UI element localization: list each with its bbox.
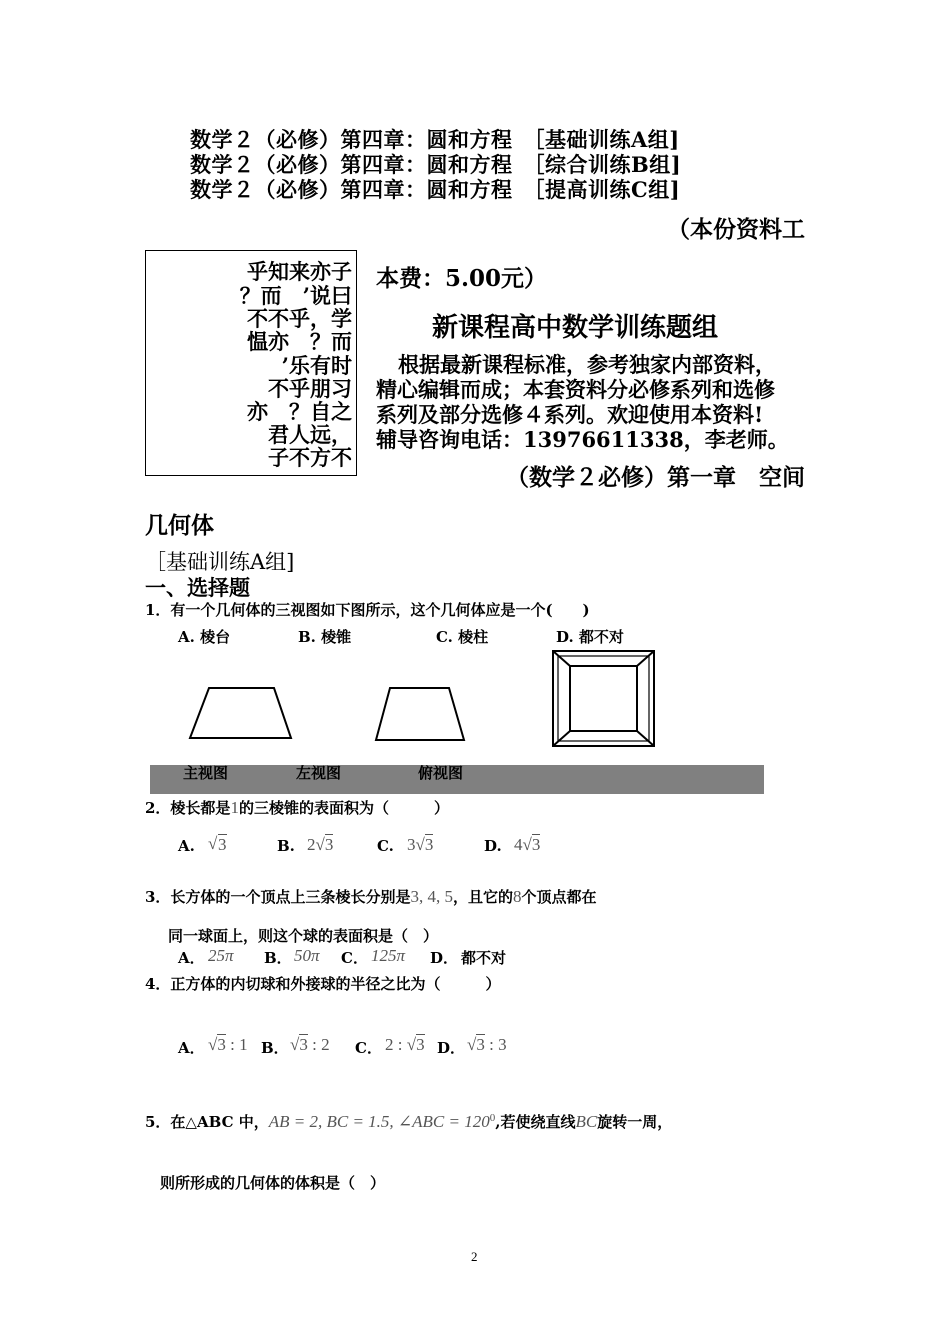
q5-math: AB = 2, BC = 1.5, ∠ABC = 120	[268, 1112, 490, 1131]
poem-line: 不乎朋习	[268, 376, 352, 401]
question-5-line-1	[145, 1111, 672, 1132]
q5-degree-sup: 0	[489, 1112, 496, 1124]
q3-line1-pre: 3．长方体的一个顶点上三条棱长分别是	[145, 888, 411, 906]
q3-vertex-count: 8	[512, 887, 522, 906]
q1-option-c: C. 棱柱	[436, 628, 489, 646]
q2-label-d: D.	[484, 837, 502, 855]
q3-line1-post: 个顶点都在	[521, 888, 597, 906]
q2-label-a: A.	[178, 837, 195, 855]
q3-label-c: C．	[341, 949, 368, 967]
q3-label-d: D．	[430, 949, 459, 967]
q2-value-c: 3√3	[407, 835, 434, 854]
q3-value-b: 50π	[294, 946, 320, 965]
side-view-label: 左视图	[296, 764, 342, 782]
q3-value-a: 25π	[208, 946, 234, 965]
intro-line-1: 根据最新课程标准，参考独家内部资料，	[398, 352, 776, 377]
q1-option-b: B. 棱锥	[298, 628, 352, 646]
question-4-stem: 4．正方体的内切球和外接球的半径之比为（ ）	[145, 975, 501, 993]
top-view-label: 俯视图	[418, 764, 464, 782]
q2-stem-post: 的三棱锥的表面积为（ ）	[238, 799, 449, 817]
question-3-line-2: 同一球面上，则这个球的表面积是（ ）	[168, 927, 439, 945]
fee-line-part1: （本份资料工	[667, 216, 805, 243]
intro-line-3: 系列及部分选修４系列。欢迎使用本资料!	[376, 402, 764, 427]
poem-line: 不不乎，学	[247, 306, 352, 331]
toc-line-2: 数学２（必修）第四章：圆和方程 ［综合训练B组]	[190, 152, 682, 177]
q5-mid: ,若使绕直线	[495, 1113, 576, 1131]
q5-pre: 5．在△ABC 中，	[145, 1113, 269, 1131]
group-label: ［基础训练A组]	[145, 550, 295, 574]
q4-value-d: √3 : 3	[467, 1035, 507, 1054]
section-title: 一、选择题	[145, 575, 250, 600]
q4-value-c: 2 : √3	[385, 1035, 425, 1054]
q3-line1-mid: ，且它的	[452, 888, 513, 906]
question-1-stem: 1．有一个几何体的三视图如下图所示，这个几何体应是一个( )	[145, 601, 590, 619]
q2-value-a: 3 √	[208, 834, 227, 854]
side-view-trapezoid	[376, 688, 464, 740]
front-view-label: 主视图	[183, 764, 229, 782]
q4-label-c: C．	[355, 1039, 382, 1057]
q2-label-b: B.	[277, 837, 295, 855]
q3-label-a: A．	[178, 949, 205, 967]
q1-option-d: D. 都不对	[556, 628, 624, 646]
question-3-line-1	[145, 886, 596, 907]
q2-value-b: 2√3	[307, 835, 334, 854]
page-number: 2	[471, 1249, 478, 1264]
intro-line-2: 精心编辑而成；本套资料分必修系列和选修	[376, 377, 775, 402]
q1-option-a: A. 棱台	[178, 628, 231, 646]
chapter-heading-part2: 几何体	[145, 512, 214, 539]
question-2-stem	[145, 797, 449, 818]
intro-line-4: 辅导咨询电话：13976611338，李老师。	[376, 427, 789, 452]
q4-label-b: B．	[261, 1039, 289, 1057]
poem-line: 乎知来亦子	[247, 259, 352, 284]
q5-bc: BC	[575, 1112, 598, 1131]
q3-value-d: 都不对	[461, 949, 507, 967]
q4-label-a: A．	[178, 1039, 205, 1057]
poem-line: 子不方不	[268, 445, 352, 470]
q4-label-d: D．	[437, 1039, 466, 1057]
q3-edge-lengths: 3, 4, 5	[410, 887, 453, 906]
q4-value-a: √3 : 1	[208, 1035, 248, 1054]
q2-label-c: C.	[377, 837, 394, 855]
top-view-frustum	[553, 651, 654, 746]
question-5-line-2: 则所形成的几何体的体积是（ ）	[160, 1174, 386, 1192]
chapter-heading-part1: （数学２必修）第一章 空间	[506, 464, 805, 491]
poem-line: 愠亦 ？而	[247, 329, 352, 354]
front-view-trapezoid	[190, 688, 291, 738]
q3-value-c: 125π	[371, 946, 406, 965]
q2-value-d: 4√3	[514, 835, 541, 854]
q4-value-b: √3 : 2	[290, 1035, 330, 1054]
group-title: 新课程高中数学训练题组	[432, 313, 719, 343]
q5-post: 旋转一周，	[597, 1113, 673, 1131]
fee-line-part2: 本费：5.00元）	[376, 265, 548, 292]
poem-line: ？而 ’说曰	[239, 283, 352, 308]
q3-label-b: B．	[264, 949, 292, 967]
toc-line-3: 数学２（必修）第四章：圆和方程 ［提高训练C组]	[190, 177, 681, 202]
q2-stem-pre: 2．棱长都是	[145, 799, 231, 817]
poem-line: 亦 ？自之	[247, 399, 352, 424]
toc-line-1: 数学２（必修）第四章：圆和方程 ［基础训练A组]	[190, 127, 680, 152]
poem-line: 君人远，	[268, 422, 352, 447]
poem-line: ’乐有时	[260, 353, 352, 378]
q2-stem-num: 1	[230, 798, 239, 817]
